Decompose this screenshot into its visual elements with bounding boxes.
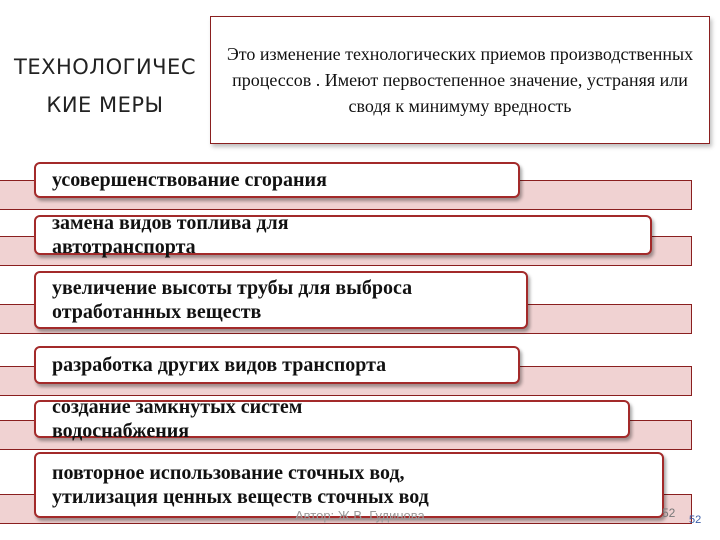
measure-item-label: создание замкнутых систем водоснабжения bbox=[52, 396, 303, 442]
measure-item-label: повторное использование сточных вод, утилизация ценных веществ сточных вод bbox=[52, 462, 429, 508]
measure-item-label: усовершенствование сгорания bbox=[52, 169, 327, 191]
measure-item-label: увеличение высоты трубы для выброса отработанных веществ bbox=[52, 277, 413, 323]
measure-item-1 bbox=[34, 162, 520, 198]
page-number: 52 bbox=[662, 506, 676, 520]
measure-item-label: замена видов топлива для автотранспорта bbox=[52, 212, 289, 258]
measure-item-2 bbox=[34, 212, 652, 258]
measure-item-label: разработка других видов транспорта bbox=[52, 354, 387, 376]
measure-item-4 bbox=[34, 346, 520, 384]
measure-item-3 bbox=[34, 271, 528, 329]
slide-title: ТЕХНОЛОГИЧЕС КИЕ МЕРЫ bbox=[14, 55, 196, 117]
measure-item-5 bbox=[34, 396, 630, 442]
footer-author: Автор: Ж.В. Гудинова bbox=[295, 508, 425, 523]
page-number-secondary: 52 bbox=[689, 514, 702, 526]
definition-box: Это изменение технологических приемов производственных процессов . Имеют первостепенное значение, устраняя или сводя к минимуму вредность bbox=[210, 16, 710, 144]
